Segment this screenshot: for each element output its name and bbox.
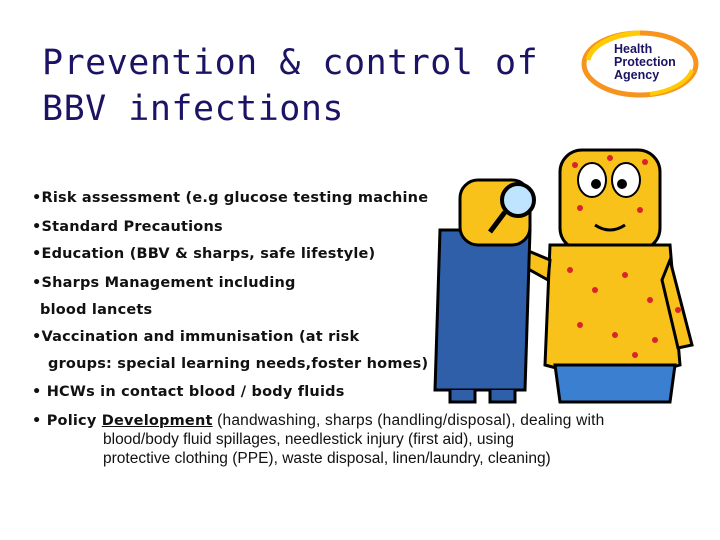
logo-line-3: Agency bbox=[614, 68, 660, 82]
title-line-2: BBV infections bbox=[42, 89, 345, 129]
bullet-sharps-management-cont: blood lancets bbox=[40, 302, 153, 318]
policy-detail-cont-2: protective clothing (PPE), waste disposal, linen/laundry, cleaning) bbox=[103, 450, 551, 467]
bullet-policy-development bbox=[32, 412, 604, 430]
policy-development-label: Development bbox=[101, 413, 213, 429]
policy-detail: (handwashing, sharps (handling/disposal), dealing with bbox=[212, 412, 605, 429]
bullet-hcws: • HCWs in contact blood / body fluids bbox=[32, 384, 345, 400]
policy-detail-cont-1: blood/body fluid spillages, needlestick injury (first aid), using bbox=[103, 431, 514, 448]
logo-line-1: Health bbox=[614, 42, 653, 56]
title-line-1: Prevention & control of bbox=[42, 43, 539, 83]
bullet-vaccination-cont: groups: special learning needs,foster homes) bbox=[48, 356, 429, 372]
bullet-standard-precautions: •Standard Precautions bbox=[32, 219, 223, 235]
bullet-sharps-management: •Sharps Management including bbox=[32, 275, 296, 291]
logo-line-2: Protection bbox=[614, 55, 676, 69]
policy-prefix: • Policy bbox=[32, 413, 102, 429]
bullet-vaccination: •Vaccination and immunisation (at risk bbox=[32, 329, 360, 345]
bullet-education: •Education (BBV & sharps, safe lifestyle) bbox=[32, 246, 376, 262]
bullet-risk-assessment: •Risk assessment (e.g glucose testing machine bbox=[32, 190, 429, 206]
